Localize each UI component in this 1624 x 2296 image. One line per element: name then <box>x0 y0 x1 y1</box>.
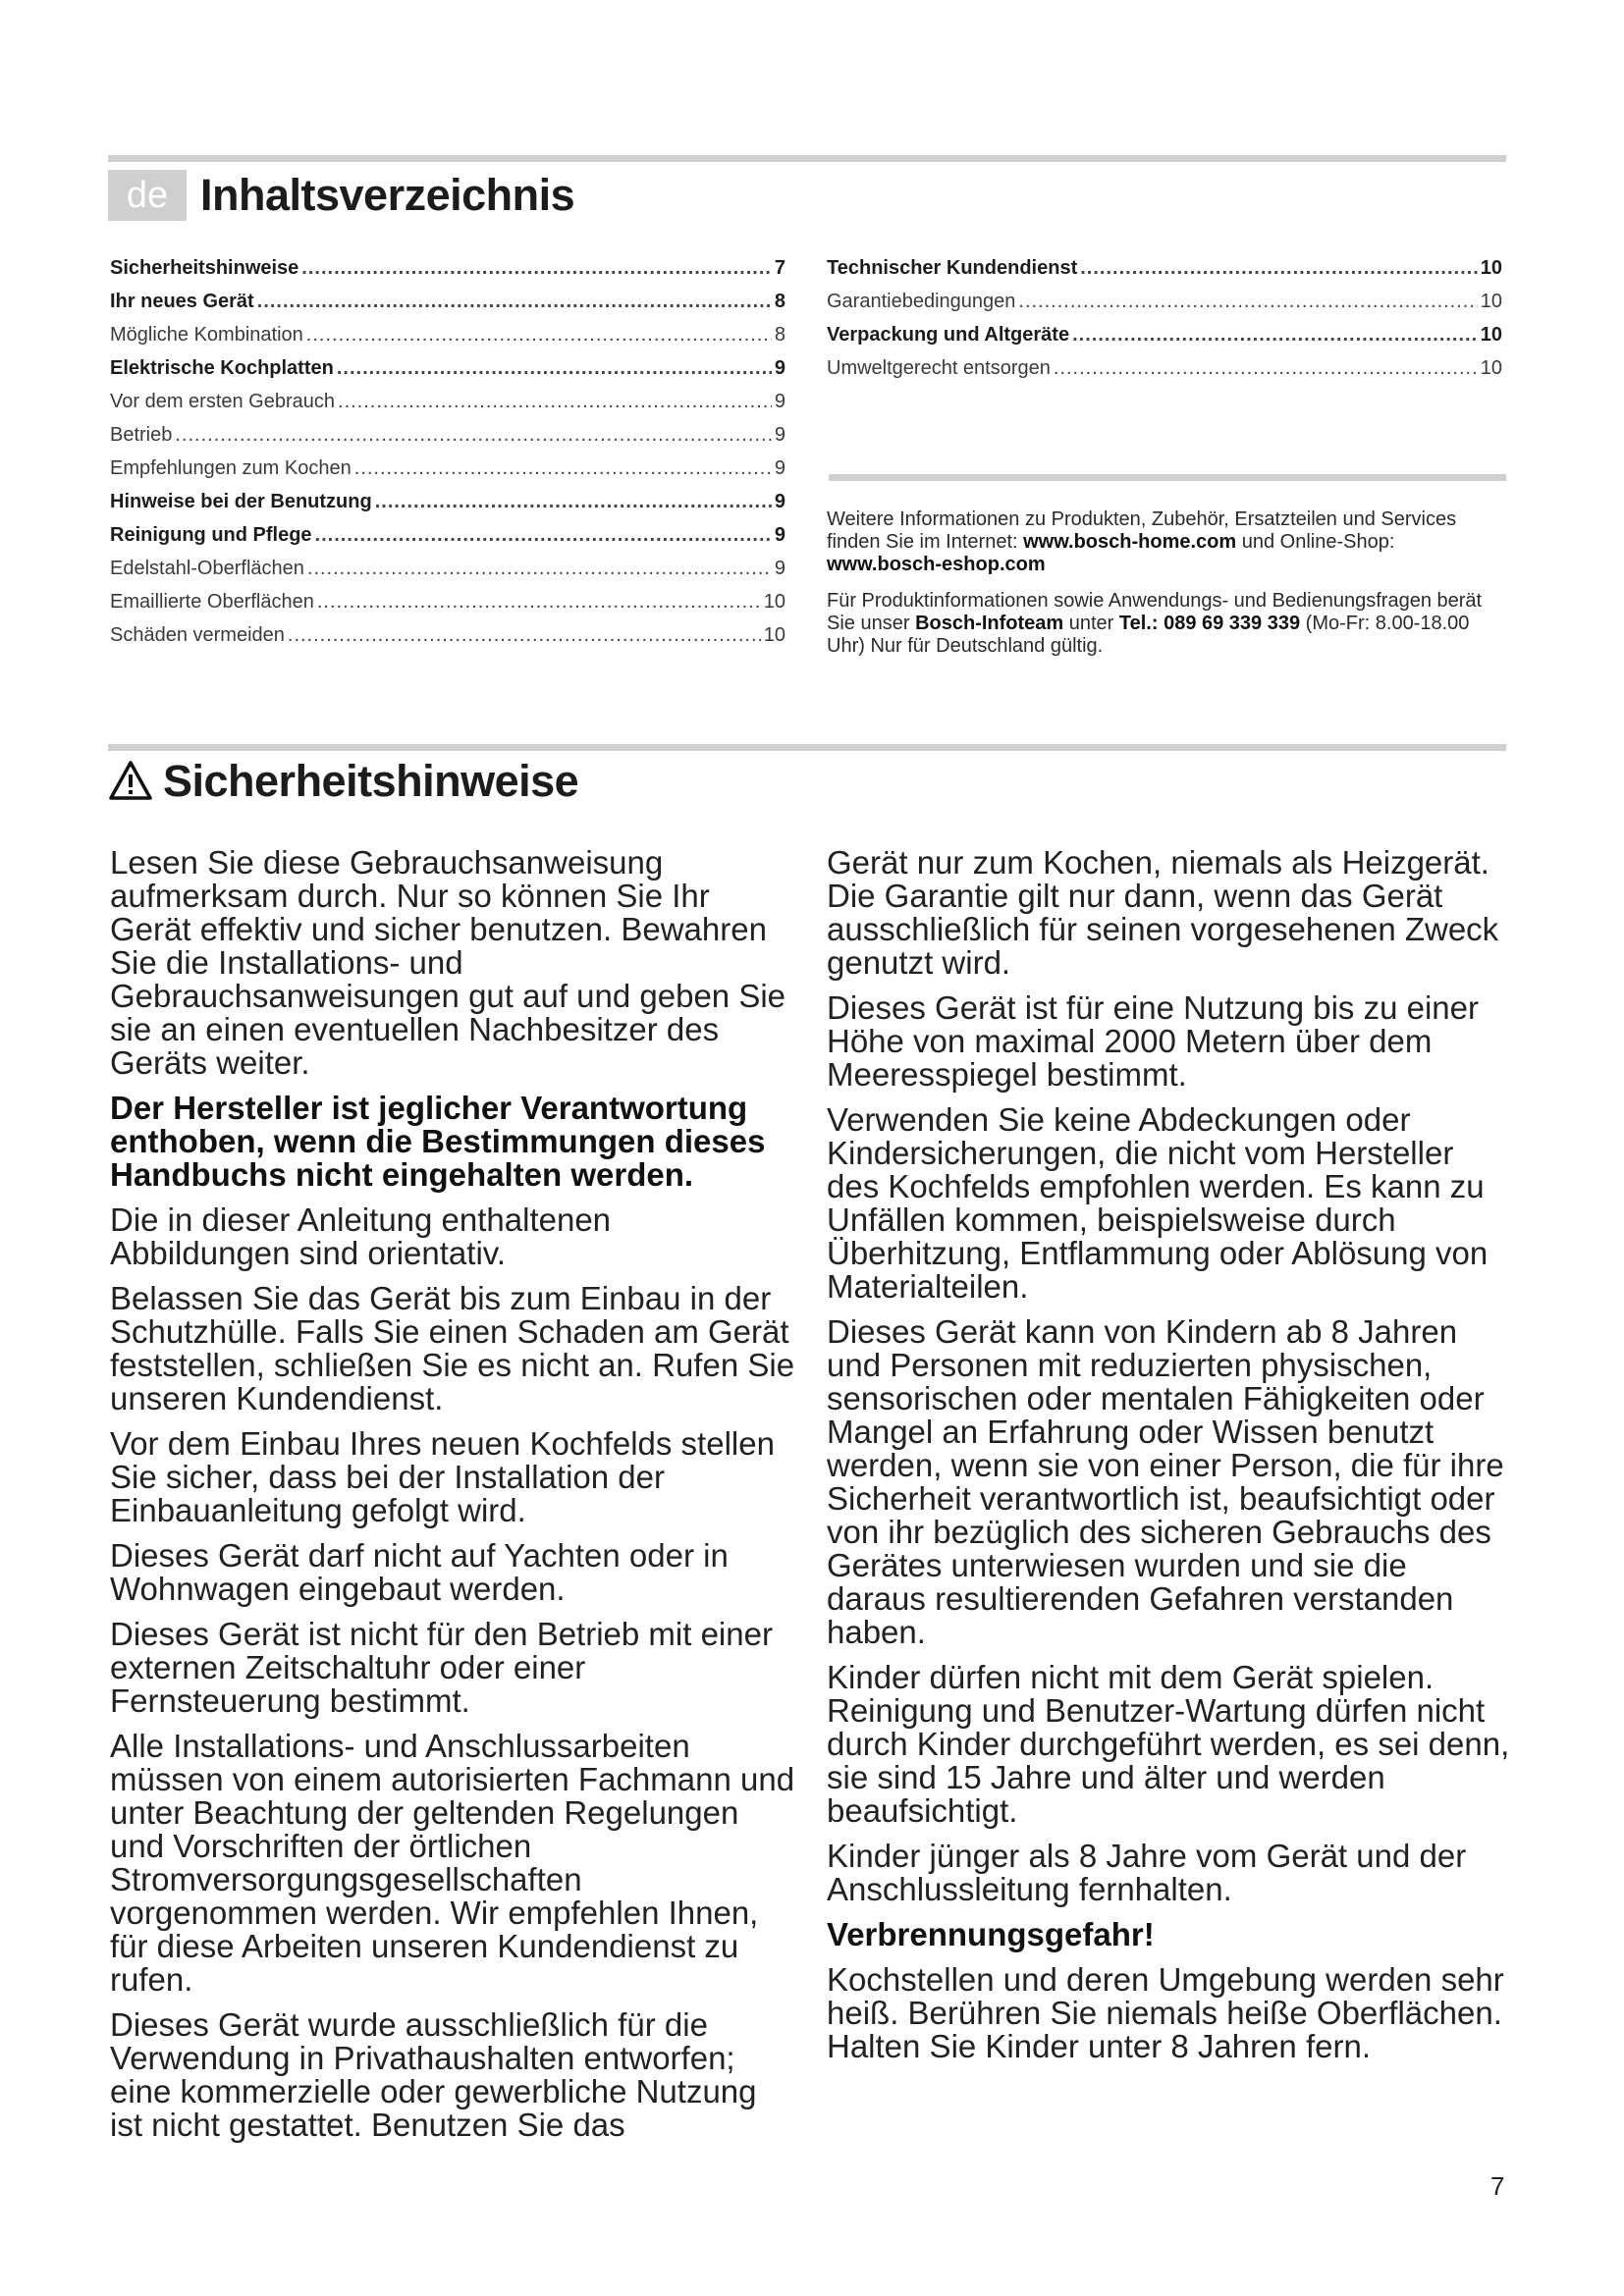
toc-entry-page: 9 <box>774 391 785 412</box>
toc-leader-dots <box>288 624 761 647</box>
toc-leader-dots <box>338 391 772 413</box>
paragraph: Kinder dürfen nicht mit dem Gerät spielen. Reinigung und Benutzer-Wartung dürfen nicht durch Kinder durchgeführt werden, es sei denn, sie sind 15 Jahre und älter und werden beaufsichtigt. <box>827 1659 1510 1829</box>
toc-leader-dots <box>1054 357 1478 380</box>
toc-entry-title: Mögliche Kombination <box>110 324 303 346</box>
toc-entry-page: 9 <box>774 424 785 446</box>
paragraph: Dieses Gerät ist für eine Nutzung bis zu einer Höhe von maximal 2000 Metern über dem Meeresspiegel bestimmt. <box>827 989 1479 1093</box>
toc-entry[interactable] <box>110 357 785 391</box>
info-paragraph-phone: Für Produktinformationen sowie Anwendungs- und Bedienungsfragen berät Sie unser Bosch-Infoteam unter Tel.: 089 69 339 339 (Mo-Fr: 8.00-18.00 Uhr) Nur für Deutschland gültig. <box>827 590 1483 657</box>
page-number: 7 <box>1490 2171 1505 2201</box>
toc-entry-page: 9 <box>774 524 785 546</box>
bosch-eshop-link[interactable]: www.bosch-eshop.com <box>827 554 1046 575</box>
toc-entry-title: Schäden vermeiden <box>110 624 285 646</box>
toc-entry[interactable] <box>827 324 1502 357</box>
toc-entry-title: Betrieb <box>110 424 173 446</box>
toc-entry[interactable] <box>110 457 785 491</box>
safety-right-column <box>827 846 1514 2075</box>
paragraph: Dieses Gerät kann von Kindern ab 8 Jahren und Personen mit reduzierten physischen, sensorischen oder mentalen Fähigkeiten oder Mangel an Erfahrung oder Wissen benutzt werden, wenn sie von einer Person, die für ihre Sicherheit verantwortlich ist, beaufsichtigt oder von ihr bezüglich des sicheren Gebrauchs des Gerätes unterwiesen wurden und sie die daraus resultierenden Gefahren verstanden haben. <box>827 1313 1504 1650</box>
toc-entry-page: 10 <box>763 624 785 646</box>
paragraph: Die in dieser Anleitung enthaltenen Abbildungen sind orientativ. <box>110 1201 612 1271</box>
toc-entry-page: 10 <box>1480 357 1502 379</box>
infoteam-phone: Tel.: 089 69 339 339 <box>1118 613 1301 634</box>
toc-entry[interactable] <box>110 558 785 591</box>
info-divider <box>829 474 1506 481</box>
info-paragraph-web: Weitere Informationen zu Produkten, Zubehör, Ersatzteilen und Services finden Sie im Internet: www.bosch-home.com und Online-Shop: www.bosch-eshop.com <box>827 508 1457 575</box>
toc-entry-page: 9 <box>774 558 785 579</box>
paragraph: Dieses Gerät ist nicht für den Betrieb mit einer externen Zeitschaltuhr oder einer Fernsteuerung bestimmt. <box>110 1616 773 1719</box>
toc-entry-title: Verpackung und Altgeräte <box>827 324 1070 346</box>
toc-entry-page: 10 <box>1480 291 1502 312</box>
subheading: Verbrennungsgefahr! <box>827 1916 1155 1952</box>
language-badge: de <box>108 170 187 221</box>
toc-entry-title: Vor dem ersten Gebrauch <box>110 391 336 412</box>
toc-entry-title: Technischer Kundendienst <box>827 257 1078 279</box>
toc-entry-page: 8 <box>774 324 785 346</box>
paragraph: Vor dem Einbau Ihres neuen Kochfelds stellen Sie sicher, dass bei der Installation der Einbauanleitung gefolgt wird. <box>110 1425 775 1528</box>
toc-entry[interactable] <box>110 291 785 324</box>
toc-leader-dots <box>1080 257 1478 280</box>
toc-leader-dots <box>257 291 772 313</box>
toc-entry-title: Elektrische Kochplatten <box>110 357 334 379</box>
toc-entry-page: 9 <box>774 457 785 479</box>
toc-entry-title: Reinigung und Pflege <box>110 524 312 546</box>
bosch-home-link[interactable]: www.bosch-home.com <box>1023 531 1237 553</box>
paragraph: Gerät nur zum Kochen, niemals als Heizgerät. Die Garantie gilt nur dann, wenn das Gerät ausschließlich für seinen vorgesehenen Zweck genutzt wird. <box>827 844 1499 981</box>
toc-entry[interactable] <box>110 257 785 291</box>
safety-title: Sicherheitshinweise <box>163 756 579 806</box>
paragraph: Belassen Sie das Gerät bis zum Einbau in der Schutzhülle. Falls Sie einen Schaden am Gerät feststellen, schließen Sie es nicht an. Rufen Sie unseren Kundendienst. <box>110 1280 795 1416</box>
toc-entry[interactable] <box>827 257 1502 291</box>
toc-entry-title: Edelstahl-Oberflächen <box>110 558 304 579</box>
paragraph: Dieses Gerät wurde ausschließlich für die Verwendung in Privathaushalten entworfen; eine kommerzielle oder gewerbliche Nutzung ist nicht gestattet. Benutzen Sie das <box>110 2006 757 2143</box>
toc-entry-page: 10 <box>1480 257 1502 279</box>
safety-divider <box>108 744 1506 751</box>
toc-heading <box>108 167 574 224</box>
toc-leader-dots <box>1018 291 1477 313</box>
toc-entry-page: 10 <box>1480 324 1502 346</box>
toc-leader-dots <box>175 424 772 447</box>
paragraph: Kochstellen und deren Umgebung werden sehr heiß. Berühren Sie niemals heiße Oberflächen. Halten Sie Kinder unter 8 Jahren fern. <box>827 1961 1504 2064</box>
toc-leader-dots <box>306 324 772 347</box>
toc-entry-title: Ihr neues Gerät <box>110 291 254 312</box>
toc-entry-title: Hinweise bei der Benutzung <box>110 491 372 512</box>
toc-entry[interactable] <box>827 357 1502 391</box>
toc-leader-dots <box>337 357 772 380</box>
toc-entry-title: Umweltgerecht entsorgen <box>827 357 1051 379</box>
safety-left-column <box>110 846 797 2154</box>
toc-entry-title: Sicherheitshinweise <box>110 257 299 279</box>
toc-entry[interactable] <box>110 424 785 457</box>
paragraph: Kinder jünger als 8 Jahre vom Gerät und der Anschlussleitung fernhalten. <box>827 1838 1467 1907</box>
toc-entry-title: Emaillierte Oberflächen <box>110 591 314 613</box>
toc-entry[interactable] <box>110 324 785 357</box>
toc-leader-dots <box>375 491 772 513</box>
paragraph: Der Hersteller ist jeglicher Verantwortung enthoben, wenn die Bestimmungen dieses Handbuchs nicht eingehalten werden. <box>110 1090 766 1193</box>
warning-triangle-icon <box>108 759 153 804</box>
toc-leader-dots <box>315 524 772 547</box>
top-divider <box>108 155 1506 162</box>
toc-entry-page: 9 <box>774 357 785 379</box>
toc-entry[interactable] <box>110 591 785 624</box>
toc-entry-title: Garantiebedingungen <box>827 291 1016 312</box>
info-box <box>827 508 1506 671</box>
safety-heading <box>108 754 578 809</box>
paragraph: Verwenden Sie keine Abdeckungen oder Kindersicherungen, die nicht vom Hersteller des Kochfelds empfohlen werden. Es kann zu Unfällen kommen, beispielsweise durch Überhitzung, Entflammung oder Ablösung von Materialteilen. <box>827 1101 1489 1305</box>
toc-entry[interactable] <box>110 491 785 524</box>
paragraph: Alle Installations- und Anschlussarbeiten müssen von einem autorisierten Fachmann und unter Beachtung der geltenden Regelungen und Vorschriften der örtlichen Stromversorgungsgesellschaften vorgenommen werden. Wir empfehlen Ihnen, für diese Arbeiten unseren Kundendienst zu rufen. <box>110 1728 795 1998</box>
toc-leader-dots <box>1072 324 1478 347</box>
paragraph: Lesen Sie diese Gebrauchsanweisung aufmerksam durch. Nur so können Sie Ihr Gerät effektiv und sicher benutzen. Bewahren Sie die Installations- und Gebrauchsanweisungen gut auf und geben Sie sie an einen eventuellen Nachbesitzer des Geräts weiter. <box>110 844 786 1081</box>
toc-title: Inhaltsverzeichnis <box>200 170 575 220</box>
infoteam-name: Bosch-Infoteam <box>915 613 1064 634</box>
toc-leader-dots <box>301 257 772 280</box>
toc-entry-title: Empfehlungen zum Kochen <box>110 457 352 479</box>
toc-leader-dots <box>317 591 761 614</box>
toc-entry-page: 10 <box>763 591 785 613</box>
paragraph: Dieses Gerät darf nicht auf Yachten oder in Wohnwagen eingebaut werden. <box>110 1537 729 1607</box>
toc-entry-page: 7 <box>774 257 785 279</box>
toc-leader-dots <box>307 558 772 580</box>
toc-left-column <box>110 257 785 658</box>
toc-entry-page: 9 <box>774 491 785 512</box>
toc-entry-page: 8 <box>774 291 785 312</box>
toc-entry[interactable] <box>110 624 785 658</box>
toc-entry[interactable] <box>827 291 1502 324</box>
toc-entry[interactable] <box>110 524 785 558</box>
toc-leader-dots <box>354 457 772 480</box>
toc-right-column <box>827 257 1502 391</box>
toc-entry[interactable] <box>110 391 785 424</box>
